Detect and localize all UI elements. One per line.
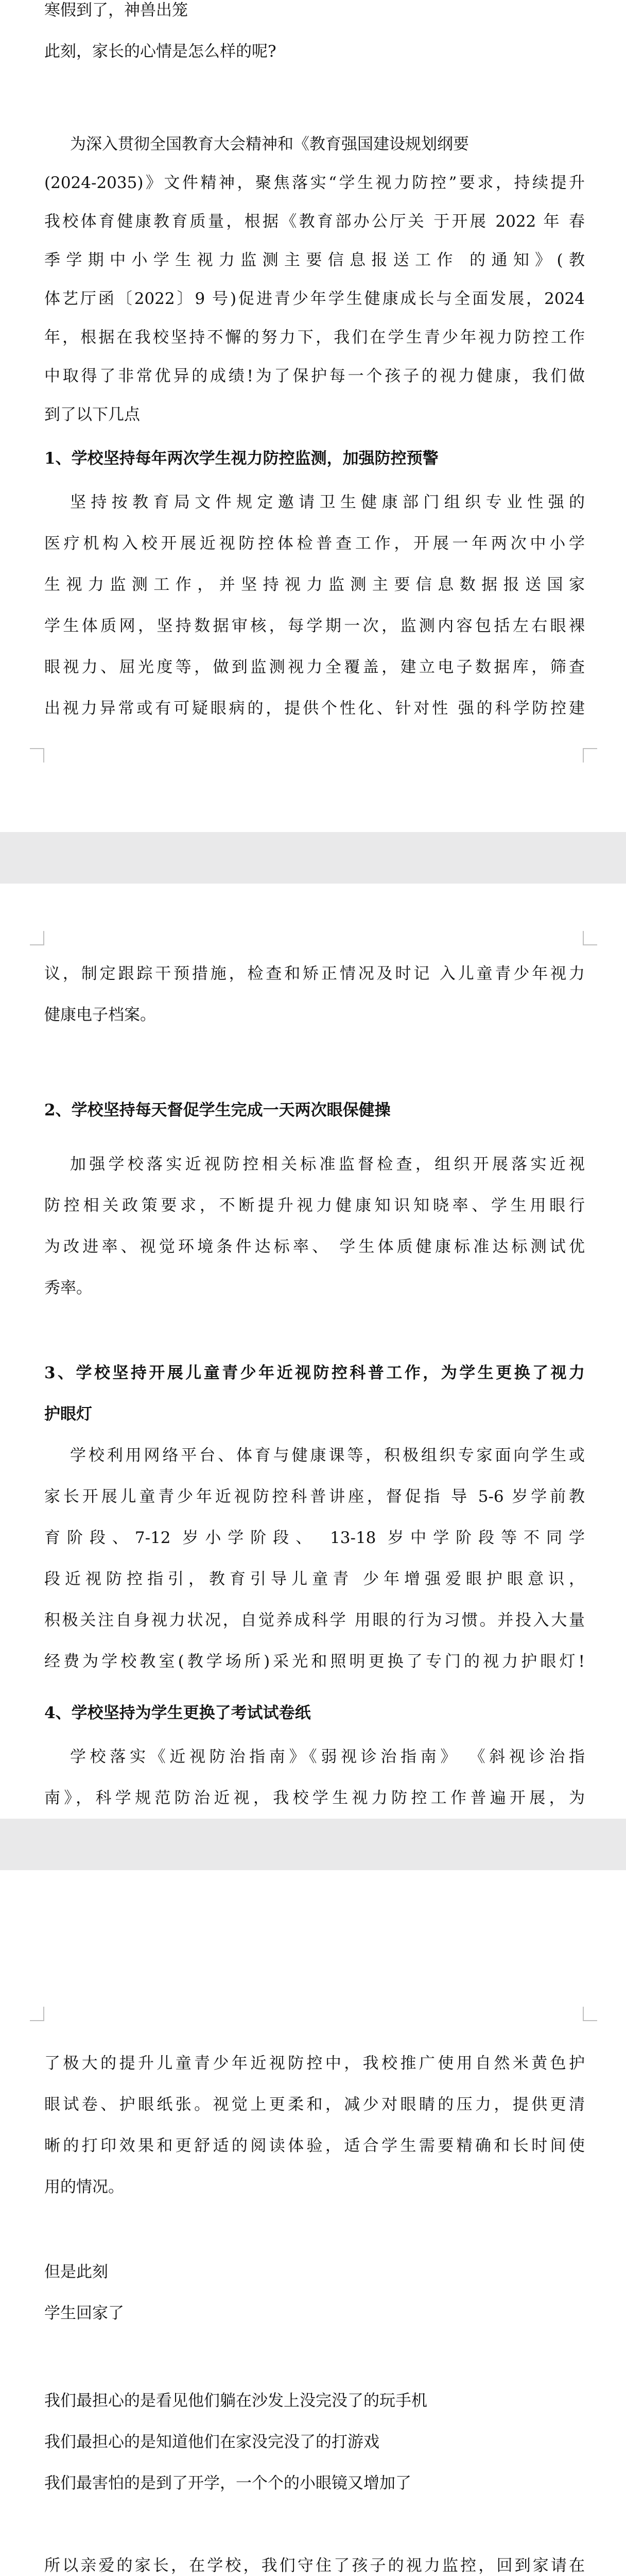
paragraph-line: 积极关注自身视力状况，自觉养成科学 用眼的行为习惯。并投入大量 (44, 1611, 585, 1630)
section-heading-3-cont: 护眼灯 (44, 1405, 92, 1423)
concern-line: 我们最担心的是看见他们躺在沙发上没完没了的玩手机 (44, 2392, 427, 2410)
section-heading-3: 3、学校坚持开展儿童青少年近视防控科普工作，为学生更换了视力 (44, 1364, 585, 1382)
paragraph-line: 防控相关政策要求，不断提升视力健康知识知晓率、学生用眼行 (44, 1196, 585, 1215)
question-line: 此刻，家长的心情是怎么样的呢? (44, 42, 276, 61)
paragraph-line: 所以亲爱的家长，在学校，我们守住了孩子的视力监控，回到家请在 (44, 2556, 585, 2575)
document-page-3 (0, 1870, 626, 2576)
page-corner-mark (583, 748, 597, 762)
paragraph-line: 体艺厅函〔2022〕9 号)促进青少年学生健康成长与全面发展，2024 (44, 290, 585, 308)
paragraph-line: 健康电子档案。 (44, 1006, 156, 1024)
page-separator (0, 1819, 626, 1870)
section-heading-2: 2、学校坚持每天督促学生完成一天两次眼保健操 (44, 1101, 391, 1120)
paragraph-line: 到了以下几点 (44, 405, 140, 424)
concern-line: 我们最害怕的是到了开学，一个个的小眼镜又增加了 (44, 2474, 411, 2493)
page-corner-mark (30, 748, 44, 762)
page-corner-mark (583, 931, 597, 945)
transition-line: 学生回家了 (44, 2304, 124, 2323)
paragraph-line: 年，根据在我校坚持不懈的努力下，我们在学生青少年视力防控工作 (44, 328, 585, 347)
page-corner-mark (30, 2007, 44, 2021)
section-heading-4: 4、学校坚持为学生更换了考试试卷纸 (44, 1704, 311, 1722)
paragraph-line: 季学期中小学生视力监测主要信息报送工作 的通知》(教 (44, 251, 585, 269)
paragraph-line: 晰的打印效果和更舒适的阅读体验，适合学生需要精确和长时间使 (44, 2137, 585, 2155)
paragraph-line: 眼试卷、护眼纸张。视觉上更柔和，减少对眼睛的压力，提供更清 (44, 2095, 585, 2114)
document-page-1 (0, 0, 626, 832)
section-heading-1: 1、学校坚持每年两次学生视力防控监测，加强防控预警 (44, 449, 439, 468)
paragraph-line: 学校落实《近视防治指南》《弱视诊治指南》 《斜视诊治指 (70, 1748, 585, 1766)
concern-line: 我们最担心的是知道他们在家没完没了的打游戏 (44, 2433, 379, 2451)
paragraph-line: 育阶段、7-12 岁小学阶段、 13-18 岁中学阶段等不同学 (44, 1529, 585, 1547)
paragraph-line: 家长开展儿童青少年近视防控科普讲座，督促指 导 5-6 岁学前教 (44, 1487, 585, 1506)
transition-line: 但是此刻 (44, 2263, 108, 2281)
paragraph-line: 段近视防控指引，教育引导儿童青 少年增强爱眼护眼意识， (44, 1570, 585, 1588)
paragraph-line: 眼视力、屈光度等，做到监测视力全覆盖，建立电子数据库，筛查 (44, 658, 585, 676)
paragraph-line: 出视力异常或有可疑眼病的，提供个性化、针对性 强的科学防控建 (44, 699, 585, 718)
opening-line: 寒假到了，神兽出笼 (44, 1, 188, 20)
paragraph-line: 坚持按教育局文件规定邀请卫生健康部门组织专业性强的 (70, 493, 585, 512)
paragraph-line: 中取得了非常优异的成绩!为了保护每一个孩子的视力健康，我们做 (44, 367, 585, 385)
paragraph-line: 为深入贯彻全国教育大会精神和《教育强国建设规划纲要 (70, 135, 469, 154)
paragraph-line: 议，制定跟踪干预措施，检查和矫正情况及时记 入儿童青少年视力 (44, 964, 585, 983)
paragraph-line: 学校利用网络平台、体育与健康课等，积极组织专家面向学生或 (70, 1446, 585, 1465)
paragraph-line: 了极大的提升儿童青少年近视防控中，我校推广使用自然米黄色护 (44, 2054, 585, 2073)
paragraph-line: 经费为学校教室(教学场所)采光和照明更换了专门的视力护眼灯! (44, 1652, 585, 1671)
paragraph-line: 南》，科学规范防治近视，我校学生视力防控工作普遍开展，为 (44, 1789, 585, 1807)
paragraph-line: 学生体质网，坚持数据审核，每学期一次，监测内容包括左右眼裸 (44, 617, 585, 635)
paragraph-line: 生视力监测工作，并坚持视力监测主要信息数据报送国家 (44, 575, 585, 594)
paragraph-line: 用的情况。 (44, 2178, 124, 2196)
paragraph-line: 加强学校落实近视防控相关标准监督检查，组织开展落实近视 (70, 1155, 585, 1174)
page-separator (0, 832, 626, 884)
paragraph-line: 我校体育健康教育质量，根据《教育部办公厅关 于开展 2022 年 春 (44, 212, 585, 231)
document-page-2 (0, 884, 626, 1819)
page-corner-mark (583, 2007, 597, 2021)
page-corner-mark (30, 931, 44, 945)
paragraph-line: 为改进率、视觉环境条件达标率、 学生体质健康标准达标测试优 (44, 1238, 585, 1256)
paragraph-line: 秀率。 (44, 1279, 92, 1297)
paragraph-line: 医疗机构入校开展近视防控体检普查工作，开展一年两次中小学 (44, 534, 585, 553)
paragraph-line: (2024-2035)》文件精神，聚焦落实“学生视力防控”要求，持续提升 (44, 174, 585, 192)
